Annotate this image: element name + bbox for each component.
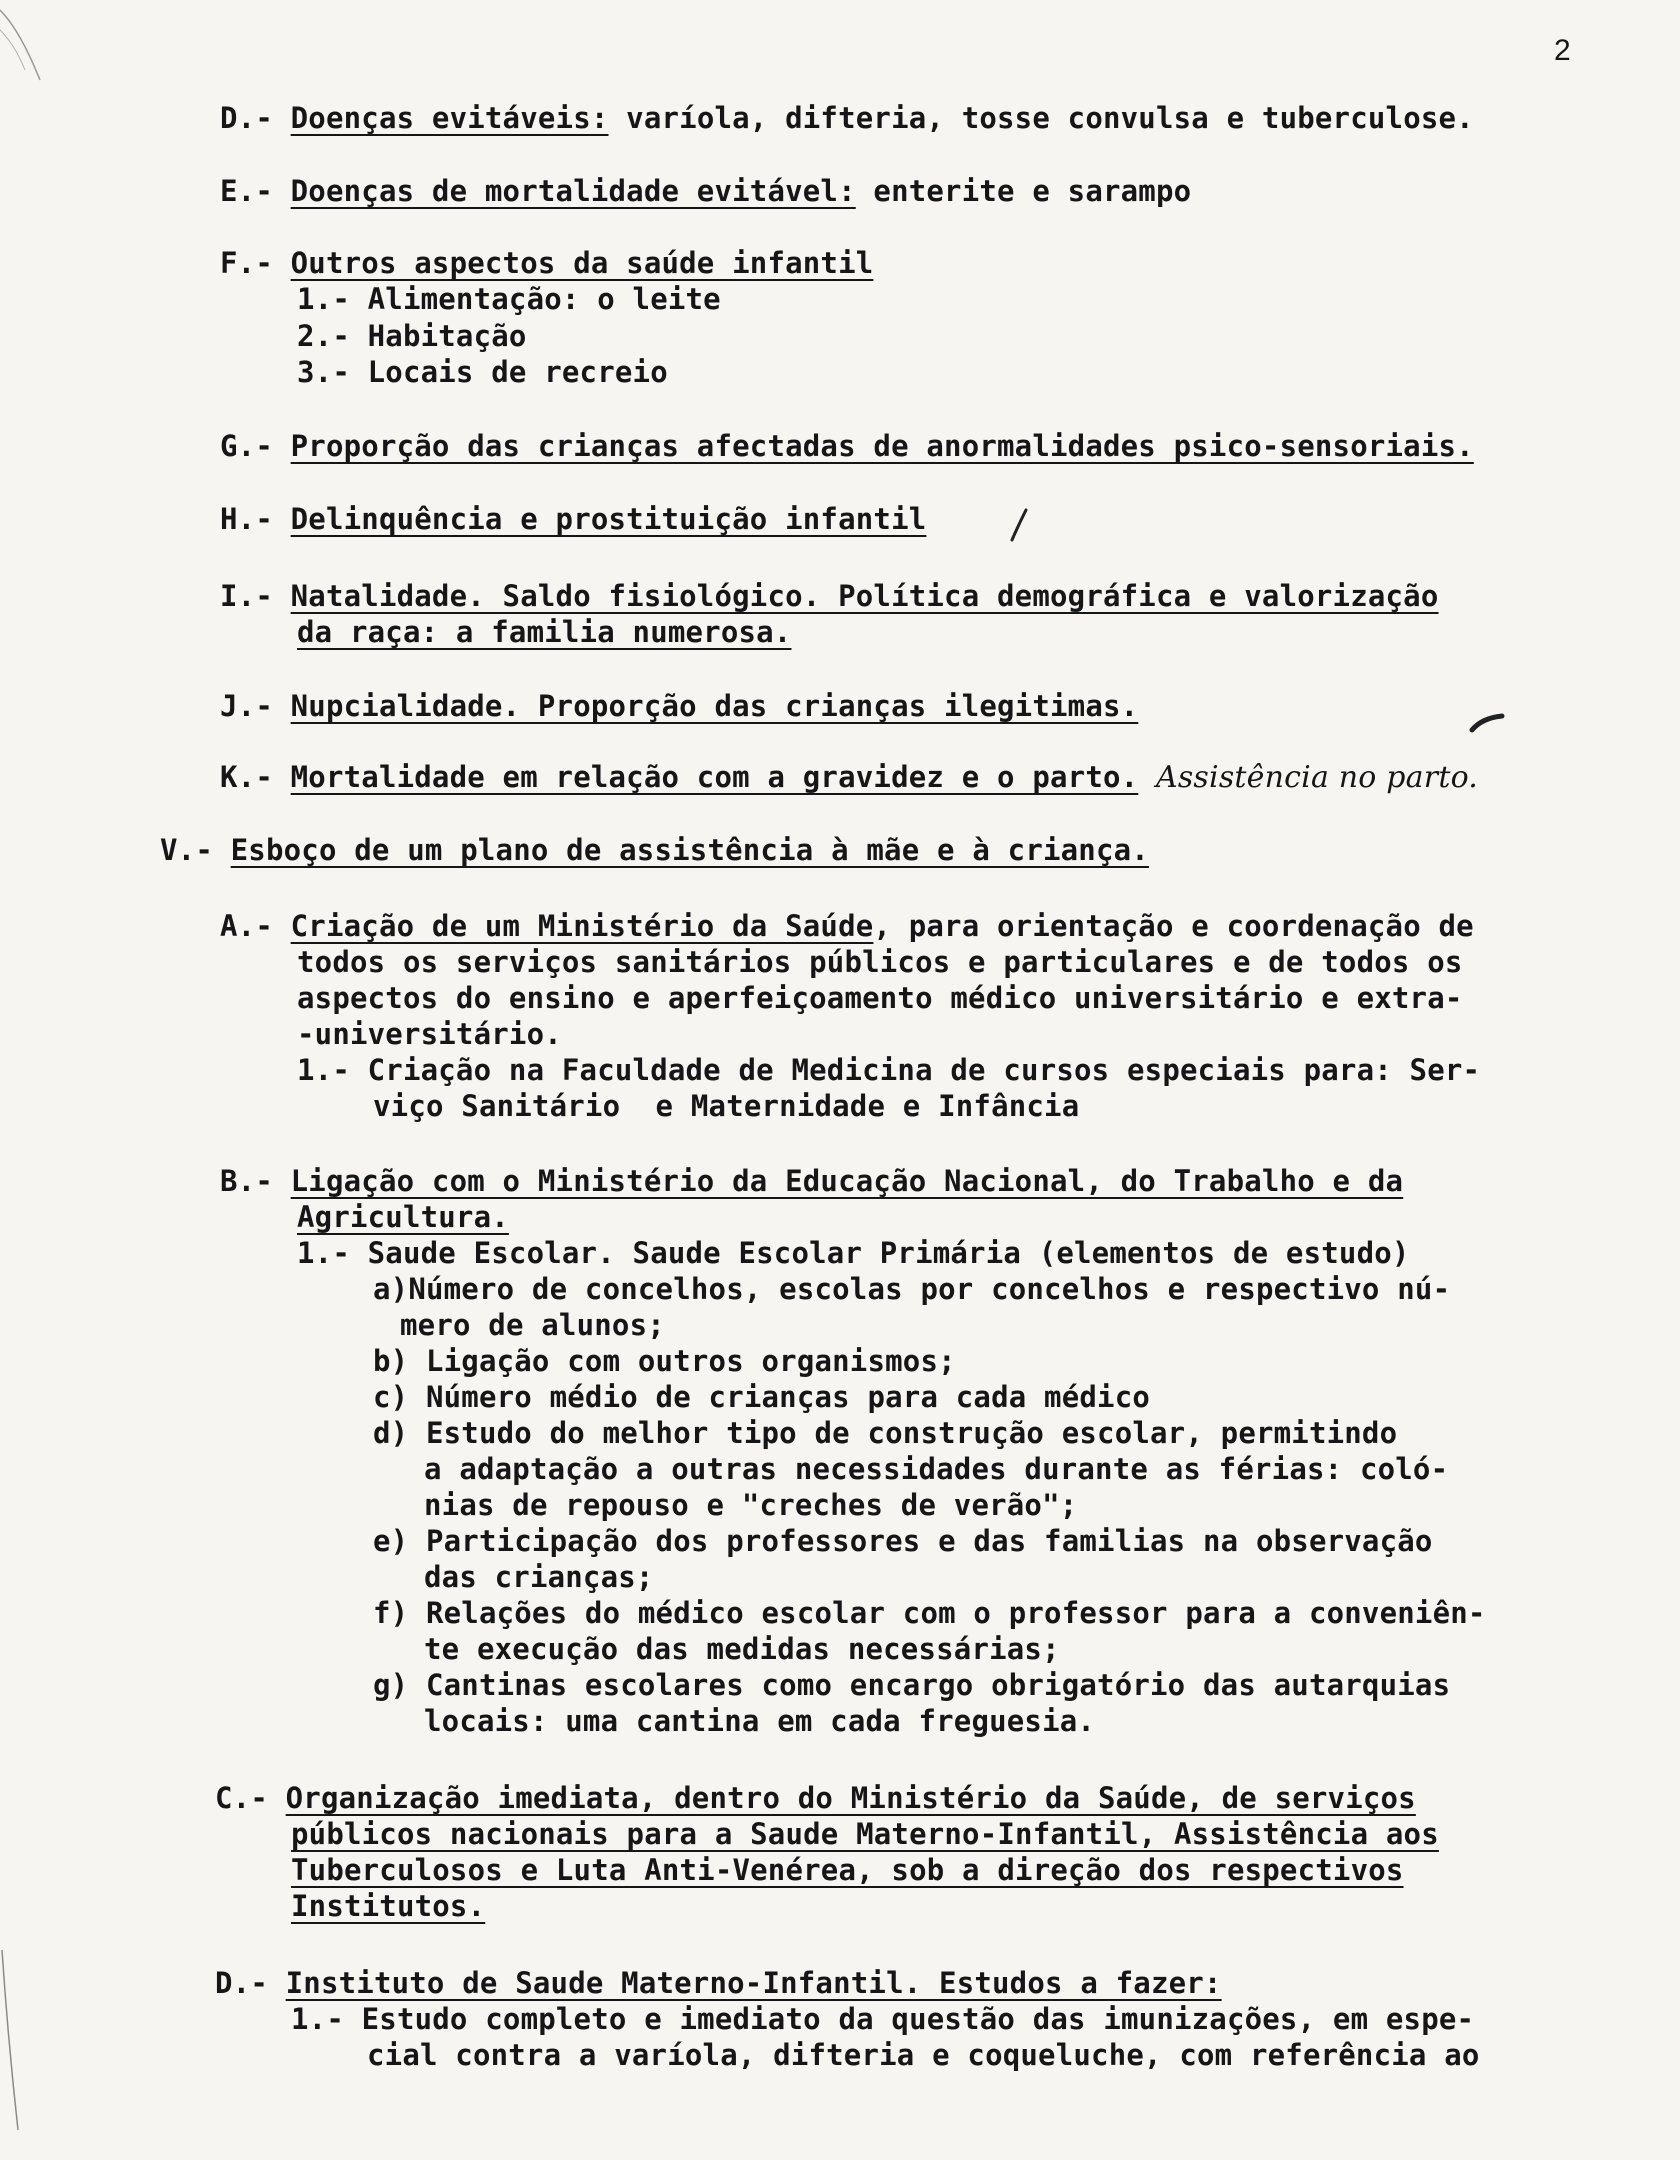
text-run: a)Número de concelhos, escolas por concelhos e respectivo nú- [373,1272,1451,1306]
underlined-text: da raça: a familia numerosa. [297,615,792,649]
text-line [424,1703,1095,1739]
text-line [291,1816,1439,1852]
underlined-text: Natalidade. Saldo fisiológico. Política demográfica e valorização [290,579,1439,613]
text-run: B.- [220,1164,291,1198]
text-run: J.- [220,689,291,723]
text-run: 1.- Alimentação: o leite [297,282,721,316]
text-run: G.- [220,429,291,463]
text-run: cial contra a varíola, difteria e coqueluche, com referência ao [367,2038,1480,2072]
page-number: 2 [1554,34,1571,67]
underlined-text: Mortalidade em relação com a gravidez e o parto. [290,760,1139,794]
text-line [424,1559,654,1595]
text-run [1138,760,1156,794]
text-run: 3.- Locais de recreio [297,355,668,389]
text-run: f) Relações do médico escolar com o professor para a conveniên- [373,1596,1486,1630]
text-run: 1.- Saude Escolar. Saude Escolar Primária (elementos de estudo) [297,1236,1410,1270]
text-run: -universitário. [297,1017,562,1051]
text-line [400,1307,665,1343]
underlined-text: Delinquência e prostituição infantil [290,502,927,536]
underlined-text: Tuberculosos e Luta Anti-Venérea, sob a direção dos respectivos [291,1853,1404,1887]
text-line [373,1271,1450,1307]
text-line [373,1343,956,1379]
text-line [220,688,1138,724]
text-line [373,1379,1150,1415]
text-run: locais: uma cantina em cada freguesia. [424,1704,1096,1738]
text-line [424,1487,1077,1523]
text-run: das crianças; [424,1560,654,1594]
text-run: e) Participação dos professores e das familias na observação [373,1524,1433,1558]
text-line [297,1052,1480,1088]
text-line [297,354,668,390]
text-line [373,1523,1433,1559]
text-line [424,1631,1060,1667]
underlined-text: públicos nacionais para a Saude Materno-Infantil, Assistência aos [291,1817,1439,1851]
text-line [220,578,1439,614]
underlined-text: Doenças evitáveis: [290,101,609,135]
text-run: enterite e sarampo [855,174,1192,208]
text-run: E.- [220,174,291,208]
text-run: C.- [215,1781,286,1815]
text-run: aspectos do ensino e aperfeiçoamento médico universitário e extra- [297,981,1463,1015]
underlined-text: Instituto de Saude Materno-Infantil. Estudos a fazer: [285,1966,1222,2000]
text-line [297,614,791,650]
text-line [291,1888,485,1924]
text-line [215,1780,1416,1816]
text-line [220,501,926,537]
underlined-text: Outros aspectos da saúde infantil [290,246,874,280]
scan-corner-mark [0,0,60,90]
text-line [373,1667,1450,1703]
text-run: te execução das medidas necessárias; [424,1632,1060,1666]
handwritten-note: Assistência no parto. [1155,760,1479,795]
text-run: I.- [220,579,291,613]
text-line [297,318,527,354]
scan-edge-mark [0,1940,40,2140]
text-line [424,1451,1448,1487]
text-line [373,1415,1397,1451]
underlined-text: Institutos. [291,1889,486,1923]
text-line [220,100,1474,136]
text-run: D.- [220,101,291,135]
underlined-text: Doenças de mortalidade evitável: [290,174,856,208]
text-run: d) Estudo do melhor tipo de construção escolar, permitindo [373,1416,1398,1450]
text-run: varíola, difteria, tosse convulsa e tuberculose. [608,101,1474,135]
text-line [297,1199,509,1235]
text-line [297,944,1463,980]
underlined-text: Esboço de um plano de assistência à mãe e à criança. [230,833,1149,867]
text-line [297,1016,562,1052]
text-line [291,1852,1404,1888]
text-run: 1.- Criação na Faculdade de Medicina de cursos especiais para: Ser- [297,1053,1481,1087]
text-run: , para orientação e coordenação de [873,909,1474,943]
text-line [220,908,1474,944]
text-line [220,173,1191,209]
text-line [215,1965,1222,2001]
underlined-text: Nupcialidade. Proporção das crianças ilegitimas. [290,689,1139,723]
text-run: 1.- Estudo completo e imediato da questão das imunizações, em espe- [291,2002,1475,2036]
pen-check-mark [1008,506,1032,546]
text-line [373,1595,1486,1631]
text-run: D.- [215,1966,286,2000]
text-run: F.- [220,246,291,280]
text-line [220,428,1474,464]
text-line [160,832,1149,868]
text-run: g) Cantinas escolares como encargo obrigatório das autarquias [373,1668,1451,1702]
text-run: 2.- Habitação [297,319,527,353]
text-run: V.- [160,833,231,867]
underlined-text: Ligação com o Ministério da Educação Nacional, do Trabalho e da [290,1164,1404,1198]
text-line [220,245,873,281]
text-run: H.- [220,502,291,536]
text-line [220,759,1478,796]
text-run: b) Ligação com outros organismos; [373,1344,956,1378]
text-run: todos os serviços sanitários públicos e particulares e de todos os [297,945,1463,979]
text-line [291,2001,1474,2037]
text-run: A.- [220,909,291,943]
underlined-text: Agricultura. [297,1200,509,1234]
underlined-text: Criação de um Ministério da Saúde [290,909,874,943]
text-run: K.- [220,760,291,794]
text-line [367,2037,1480,2073]
text-line [297,1235,1410,1271]
text-run: c) Número médio de crianças para cada médico [373,1380,1151,1414]
text-line [373,1088,1079,1124]
text-run: viço Sanitário e Maternidade e Infância [373,1089,1080,1123]
pen-mark [1468,712,1508,736]
text-run: mero de alunos; [400,1308,665,1342]
text-line [297,281,721,317]
text-line [297,980,1463,1016]
text-line [220,1163,1403,1199]
text-run: a adaptação a outras necessidades durante as férias: coló- [424,1452,1449,1486]
underlined-text: Organização imediata, dentro do Ministério da Saúde, de serviços [285,1781,1416,1815]
text-run: nias de repouso e "creches de verão"; [424,1488,1078,1522]
underlined-text: Proporção das crianças afectadas de anormalidades psico-sensoriais. [290,429,1474,463]
